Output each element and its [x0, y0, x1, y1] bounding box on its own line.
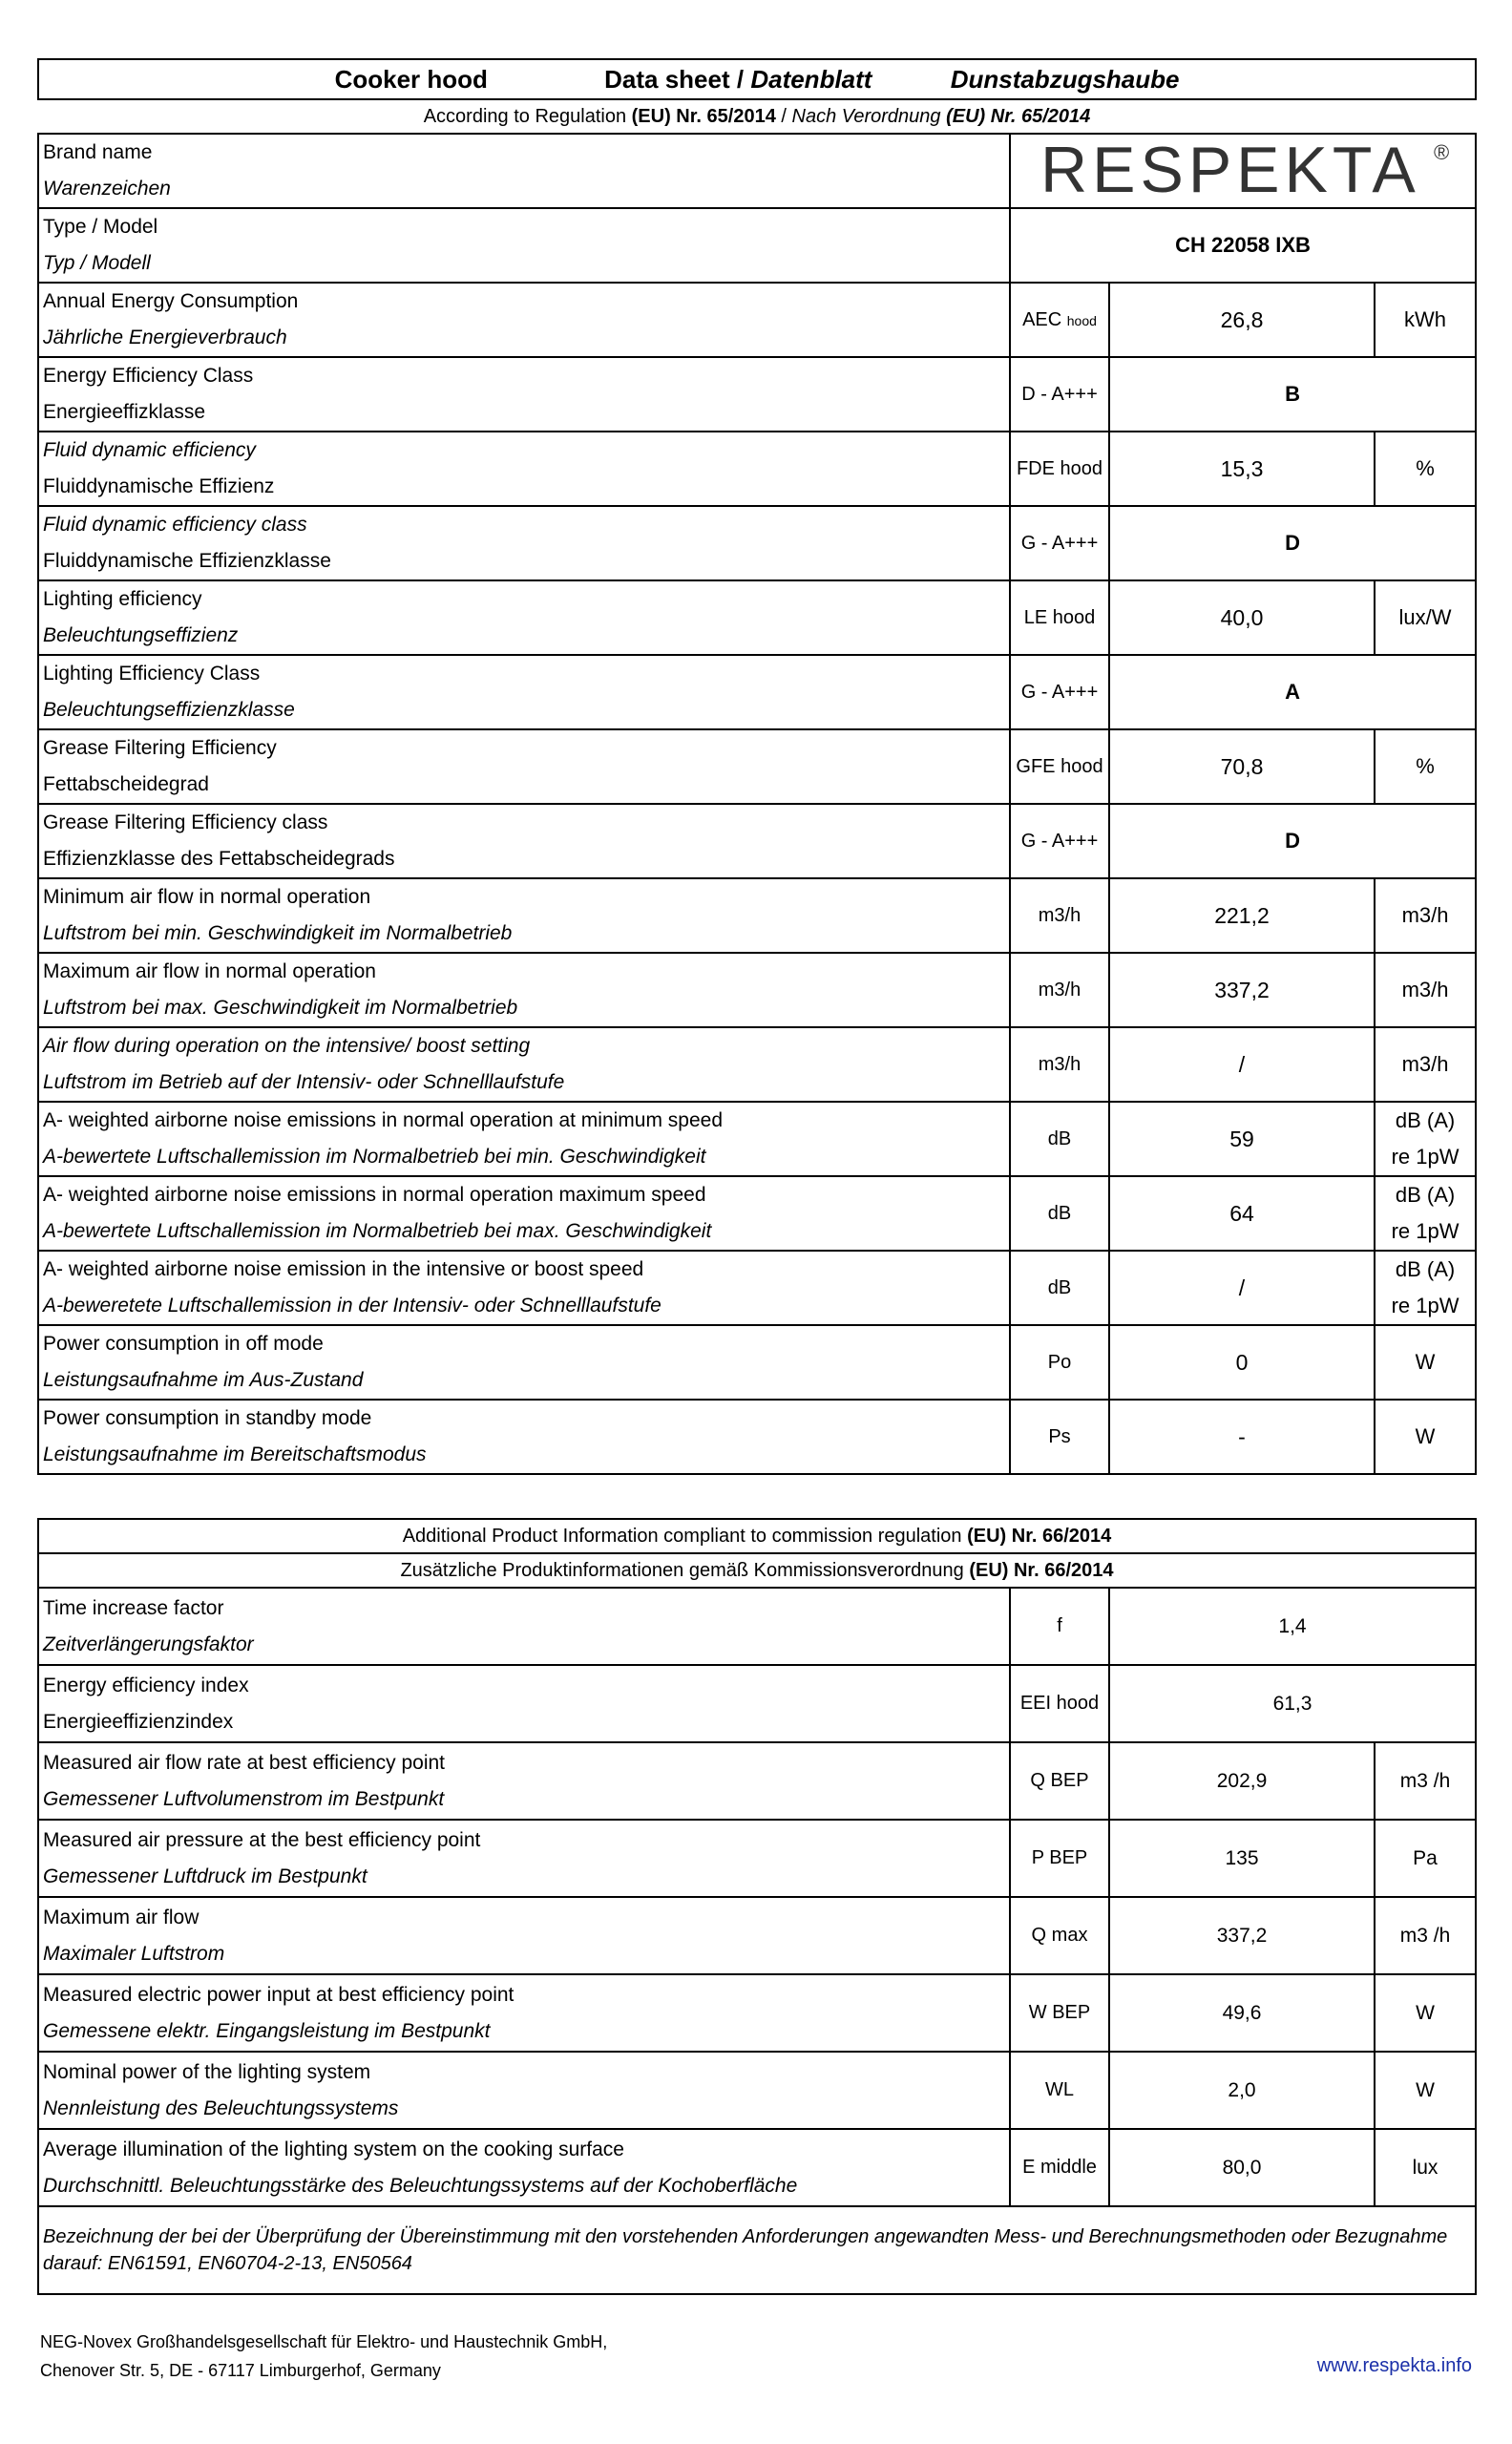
model-label: Type / Model [43, 216, 158, 238]
row-unit [1375, 1400, 1476, 1474]
symbol-text: D - A+++ [1021, 383, 1098, 405]
data-row [38, 1102, 1476, 1176]
row-unit [1375, 432, 1476, 506]
row-value: 40,0 [1109, 580, 1375, 655]
label-de: Durchschnittl. Beleuchtungsstärke des Beleuchtungssystems auf der Kochoberfläche [43, 2174, 798, 2197]
row-class-value: D [1109, 506, 1476, 580]
row-label [38, 1400, 1010, 1474]
symbol-text: G - A+++ [1020, 830, 1099, 852]
label-de: Nennleistung des Beleuchtungssystems [43, 2096, 399, 2119]
label-de: Leistungsaufnahme im Aus-Zustand [43, 1369, 364, 1391]
label-en: Power consumption in standby mode [43, 1407, 372, 1429]
symbol-text: dB [1047, 1127, 1072, 1149]
additional-row [38, 2129, 1476, 2206]
regulation-line: According to Regulation (EU) Nr. 65/2014 / Nach Verordnung (EU) Nr. 65/2014 [38, 99, 1476, 134]
row-class-value: B [1109, 357, 1476, 432]
row-label [38, 804, 1010, 878]
symbol-text: LE hood [1023, 606, 1096, 628]
label-en: Minimum air flow in normal operation [43, 886, 371, 908]
label-de: Gemessener Luftvolumenstrom im Bestpunkt [43, 1787, 445, 1810]
row-label [38, 1974, 1010, 2052]
row-value: 15,3 [1109, 432, 1375, 506]
row-unit: m3 /h [1375, 1897, 1476, 1974]
row-value: / [1109, 1027, 1375, 1102]
brand-logo [1010, 134, 1476, 208]
footer-address [40, 2328, 607, 2385]
row-symbol [1010, 357, 1109, 432]
unit-line: % [1416, 754, 1435, 778]
row-symbol [1010, 1325, 1109, 1400]
row-value: 49,6 [1109, 1974, 1375, 2052]
unit-line: m3/h [1401, 978, 1449, 1001]
row-value: 1,4 [1109, 1588, 1476, 1665]
label-en: Maximum air flow [43, 1906, 200, 1928]
model-label-de: Typ / Modell [43, 252, 151, 274]
row-value: 26,8 [1109, 283, 1375, 357]
symbol-text: AEC [1022, 308, 1062, 330]
row-label [38, 2052, 1010, 2129]
data-row [38, 580, 1476, 655]
row-symbol [1010, 655, 1109, 729]
data-row [38, 506, 1476, 580]
unit-line-2: re 1pW [1391, 1294, 1460, 1317]
row-symbol [1010, 729, 1109, 804]
row-unit [1375, 878, 1476, 953]
label-de: Luftstrom im Betrieb auf der Intensiv- oder Schnelllaufstufe [43, 1071, 565, 1093]
symbol-text: G - A+++ [1020, 532, 1099, 554]
label-de: A-bewertete Luftschallemission im Normalbetrieb bei max. Geschwindigkeit [43, 1220, 712, 1242]
website-link[interactable]: www.respekta.info [1316, 2355, 1472, 2376]
label-en: Power consumption in off mode [43, 1333, 324, 1355]
model-value: CH 22058 IXB [1010, 208, 1476, 283]
row-unit: lux [1375, 2129, 1476, 2206]
label-de: Fluiddynamische Effizienz [43, 475, 275, 497]
data-row [38, 1176, 1476, 1251]
row-label [38, 1820, 1010, 1897]
label-en: Grease Filtering Efficiency [43, 737, 277, 759]
additional-header-de: Zusätzliche Produktinformationen gemäß Kommissionsverordnung (EU) Nr. 66/2014 [38, 1553, 1476, 1588]
row-symbol: Q max [1010, 1897, 1109, 1974]
row-value: 202,9 [1109, 1742, 1375, 1820]
additional-row [38, 1974, 1476, 2052]
label-en: Grease Filtering Efficiency class [43, 811, 328, 833]
row-value: 0 [1109, 1325, 1375, 1400]
row-symbol [1010, 953, 1109, 1027]
row-value: / [1109, 1251, 1375, 1325]
row-symbol: EEI hood [1010, 1665, 1109, 1742]
label-en: Maximum air flow in normal operation [43, 960, 376, 982]
row-symbol: WL [1010, 2052, 1109, 2129]
row-unit: W [1375, 1974, 1476, 2052]
row-symbol: Q BEP [1010, 1742, 1109, 1820]
row-unit [1375, 1325, 1476, 1400]
label-en: Measured air pressure at the best efficiency point [43, 1828, 481, 1851]
model-row [38, 208, 1476, 283]
row-label [38, 1588, 1010, 1665]
label-de: Energieeffizienzindex [43, 1710, 234, 1733]
label-de: Zeitverlängerungsfaktor [43, 1633, 254, 1655]
data-row [38, 1027, 1476, 1102]
label-de: Effizienzklasse des Fettabscheidegrads [43, 848, 395, 870]
row-value: - [1109, 1400, 1375, 1474]
label-en: Lighting Efficiency Class [43, 663, 261, 685]
row-symbol [1010, 432, 1109, 506]
row-unit [1375, 1176, 1476, 1251]
data-row [38, 878, 1476, 953]
row-value: 59 [1109, 1102, 1375, 1176]
brand-row [38, 134, 1476, 208]
data-sheet-table [37, 58, 1477, 1475]
symbol-text: m3/h [1038, 979, 1082, 1001]
label-en: Time increase factor [43, 1596, 224, 1619]
row-symbol [1010, 1400, 1109, 1474]
brand-label-de: Warenzeichen [43, 178, 171, 200]
respekta-logo [1033, 138, 1453, 200]
label-en: Air flow during operation on the intensive/ boost setting [43, 1035, 531, 1057]
label-de: Fluiddynamische Effizienzklasse [43, 550, 331, 572]
row-label [38, 506, 1010, 580]
measurement-methods-note: Bezeichnung der bei der Überprüfung der Übereinstimmung mit den vorstehenden Anforderungen angewandten Mess- und Berechnungsmethoden oder Bezugnahme darauf: EN61591, EN60704-2-13, EN50564 [38, 2206, 1476, 2294]
row-symbol [1010, 804, 1109, 878]
row-unit: Pa [1375, 1820, 1476, 1897]
label-de: Beleuchtungseffizienz [43, 624, 239, 646]
row-label [38, 878, 1010, 953]
sheet-title [38, 59, 1476, 99]
label-en: Measured electric power input at best efficiency point [43, 1983, 514, 2006]
symbol-text: Po [1047, 1351, 1072, 1373]
data-row [38, 655, 1476, 729]
row-symbol: P BEP [1010, 1820, 1109, 1897]
row-symbol [1010, 1102, 1109, 1176]
row-value: 61,3 [1109, 1665, 1476, 1742]
unit-line: m3/h [1401, 1052, 1449, 1076]
label-en: A- weighted airborne noise emissions in normal operation maximum speed [43, 1184, 706, 1206]
symbol-text: m3/h [1038, 1053, 1082, 1075]
row-label [38, 1742, 1010, 1820]
row-unit [1375, 1102, 1476, 1176]
title-product-de: Dunstabzugshaube [950, 64, 1180, 94]
label-de: Luftstrom bei max. Geschwindigkeit im Normalbetrieb [43, 997, 518, 1019]
row-value: 337,2 [1109, 1897, 1375, 1974]
data-row [38, 1251, 1476, 1325]
row-unit [1375, 283, 1476, 357]
label-de: Fettabscheidegrad [43, 773, 209, 795]
additional-info-table [37, 1518, 1477, 2295]
additional-row [38, 2052, 1476, 2129]
unit-line: dB (A) [1395, 1108, 1456, 1132]
label-en: Energy Efficiency Class [43, 365, 254, 387]
row-symbol: W BEP [1010, 1974, 1109, 2052]
additional-header-en: Additional Product Information compliant to commission regulation (EU) Nr. 66/2014 [38, 1519, 1476, 1553]
unit-line: % [1416, 456, 1435, 480]
data-row [38, 1400, 1476, 1474]
title-product: Cooker hood [334, 64, 488, 94]
row-label [38, 283, 1010, 357]
row-label [38, 1897, 1010, 1974]
row-label [38, 1251, 1010, 1325]
label-en: Measured air flow rate at best efficiency point [43, 1751, 445, 1774]
row-symbol [1010, 1251, 1109, 1325]
footer-company: NEG-Novex Großhandelsgesellschaft für Elektro- und Haustechnik GmbH, [40, 2332, 608, 2351]
row-label [38, 1176, 1010, 1251]
label-en: A- weighted airborne noise emission in the intensive or boost speed [43, 1258, 644, 1280]
label-en: Energy efficiency index [43, 1674, 249, 1696]
row-unit: W [1375, 2052, 1476, 2129]
unit-line: dB (A) [1395, 1257, 1456, 1281]
unit-line: kWh [1404, 307, 1447, 331]
label-de: Beleuchtungseffizienzklasse [43, 699, 295, 721]
row-label [38, 1027, 1010, 1102]
row-label [38, 1665, 1010, 1742]
label-en: Lighting efficiency [43, 588, 202, 610]
data-row [38, 953, 1476, 1027]
data-row [38, 283, 1476, 357]
row-label [38, 357, 1010, 432]
unit-line: dB (A) [1395, 1183, 1456, 1207]
footer-street: Chenover Str. 5, DE - 67117 Limburgerhof, Germany [40, 2361, 441, 2380]
row-symbol [1010, 283, 1109, 357]
brand-label: Brand name [43, 141, 153, 163]
label-de: Energieeffizklasse [43, 401, 206, 423]
unit-line-2: re 1pW [1391, 1219, 1460, 1243]
additional-row [38, 1897, 1476, 1974]
row-value: 337,2 [1109, 953, 1375, 1027]
data-row [38, 729, 1476, 804]
row-symbol [1010, 1176, 1109, 1251]
row-symbol: f [1010, 1588, 1109, 1665]
row-symbol [1010, 878, 1109, 953]
label-de: A-beweretete Luftschallemission in der Intensiv- oder Schnelllaufstufe [43, 1295, 662, 1317]
symbol-text: FDE hood [1016, 457, 1103, 479]
row-value: 2,0 [1109, 2052, 1375, 2129]
label-en: Annual Energy Consumption [43, 290, 299, 312]
additional-row [38, 1588, 1476, 1665]
label-en: Average illumination of the lighting system on the cooking surface [43, 2138, 624, 2160]
label-de: Gemessener Luftdruck im Bestpunkt [43, 1865, 368, 1887]
symbol-text: m3/h [1038, 904, 1082, 926]
unit-line: lux/W [1398, 605, 1452, 629]
label-de: A-bewertete Luftschallemission im Normalbetrieb bei min. Geschwindigkeit [43, 1146, 706, 1168]
row-value: 135 [1109, 1820, 1375, 1897]
row-unit [1375, 953, 1476, 1027]
row-symbol [1010, 580, 1109, 655]
label-de: Gemessene elektr. Eingangsleistung im Bestpunkt [43, 2019, 491, 2042]
row-label [38, 729, 1010, 804]
unit-line: W [1415, 1424, 1436, 1448]
row-label [38, 2129, 1010, 2206]
row-label [38, 580, 1010, 655]
label-de: Leistungsaufnahme im Bereitschaftsmodus [43, 1443, 427, 1465]
symbol-text: dB [1047, 1202, 1072, 1224]
title-datasheet: Data sheet / Datenblatt [604, 64, 872, 94]
unit-line: W [1415, 1350, 1436, 1374]
symbol-sub: hood [1066, 312, 1097, 328]
data-row [38, 804, 1476, 878]
label-en: Fluid dynamic efficiency [43, 439, 256, 461]
row-value: 70,8 [1109, 729, 1375, 804]
label-de: Maximaler Luftstrom [43, 1942, 225, 1965]
symbol-text: GFE hood [1016, 755, 1103, 777]
data-row [38, 357, 1476, 432]
svg-text:respekta: respekta [1040, 137, 1420, 200]
row-label [38, 953, 1010, 1027]
additional-row [38, 1820, 1476, 1897]
row-symbol [1010, 1027, 1109, 1102]
additional-row [38, 1742, 1476, 1820]
symbol-text: G - A+++ [1020, 681, 1099, 703]
symbol-text: dB [1047, 1276, 1072, 1298]
row-label [38, 432, 1010, 506]
row-unit [1375, 580, 1476, 655]
row-class-value: D [1109, 804, 1476, 878]
row-value: 221,2 [1109, 878, 1375, 953]
row-symbol: E middle [1010, 2129, 1109, 2206]
row-label [38, 655, 1010, 729]
row-value: 64 [1109, 1176, 1375, 1251]
row-label [38, 1102, 1010, 1176]
label-en: Fluid dynamic efficiency class [43, 514, 307, 536]
row-label [38, 1325, 1010, 1400]
data-row [38, 432, 1476, 506]
label-en: Nominal power of the lighting system [43, 2060, 371, 2083]
row-unit [1375, 1027, 1476, 1102]
label-de: Luftstrom bei min. Geschwindigkeit im Normalbetrieb [43, 922, 513, 944]
row-symbol [1010, 506, 1109, 580]
label-de: Jährliche Energieverbrauch [43, 327, 287, 348]
row-value: 80,0 [1109, 2129, 1375, 2206]
symbol-text: Ps [1048, 1425, 1071, 1447]
row-unit: m3 /h [1375, 1742, 1476, 1820]
row-unit [1375, 1251, 1476, 1325]
label-en: A- weighted airborne noise emissions in normal operation at minimum speed [43, 1109, 724, 1131]
row-class-value: A [1109, 655, 1476, 729]
svg-text:®: ® [1434, 139, 1450, 164]
data-row [38, 1325, 1476, 1400]
row-unit [1375, 729, 1476, 804]
unit-line-2: re 1pW [1391, 1145, 1460, 1169]
additional-row [38, 1665, 1476, 1742]
unit-line: m3/h [1401, 903, 1449, 927]
